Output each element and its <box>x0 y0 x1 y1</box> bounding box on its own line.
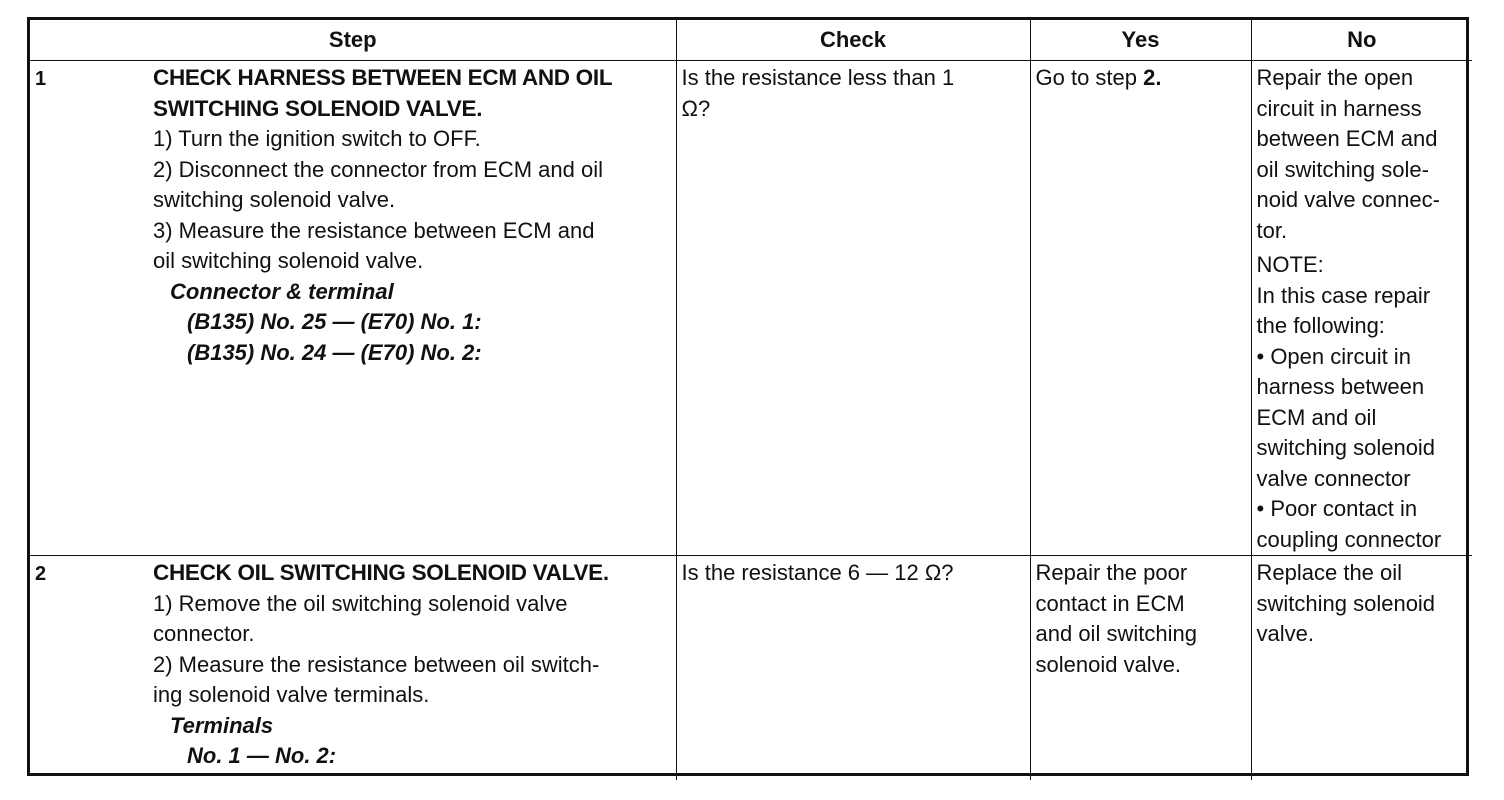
no-line: switching solenoid <box>1256 590 1436 616</box>
no-line: tor. <box>1256 217 1288 243</box>
note-line: coupling connector <box>1256 526 1442 552</box>
yes-prefix: Go to step <box>1035 65 1144 90</box>
yes-line: contact in ECM <box>1035 590 1185 616</box>
yes-line: and oil switching <box>1035 621 1197 646</box>
procedure-line: switching solenoid valve. <box>153 187 396 212</box>
check-line: Is the resistance 6 — 12 Ω? <box>681 560 954 585</box>
note-line: switching solenoid <box>1256 435 1436 460</box>
spec-heading: Connector & terminal <box>170 278 394 304</box>
table-row <box>30 61 1472 556</box>
step-cell <box>30 556 676 781</box>
header-no: No <box>1251 20 1472 61</box>
no-line: Repair the open <box>1256 65 1414 90</box>
no-line: oil switching sole- <box>1256 156 1429 182</box>
spec-line: No. 1 — No. 2: <box>187 743 337 768</box>
note-line: ECM and oil <box>1256 404 1377 430</box>
step-title-line: SWITCHING SOLENOID VALVE. <box>153 95 483 121</box>
diagnostic-procedure-table <box>30 20 1472 780</box>
procedure-line: 1) Remove the oil switching solenoid valve <box>153 590 568 616</box>
header-step: Step <box>30 20 676 61</box>
no-cell <box>1251 61 1472 556</box>
diagnostic-table-frame <box>27 17 1469 776</box>
step-title-line: CHECK HARNESS BETWEEN ECM AND OIL <box>153 65 613 90</box>
table-row <box>30 556 1472 781</box>
note-line: valve connector <box>1256 465 1411 491</box>
header-row <box>30 20 1472 61</box>
spec-line: (B135) No. 24 — (E70) No. 2: <box>187 339 482 365</box>
check-cell <box>676 61 1030 556</box>
step-number: 1 <box>35 68 47 90</box>
procedure-line: 2) Measure the resistance between oil switch- <box>153 651 600 677</box>
no-line: noid valve connec- <box>1256 187 1440 212</box>
check-line: Is the resistance less than 1 <box>681 65 955 90</box>
yes-line <box>1036 63 1246 94</box>
procedure-line: 1) Turn the ignition switch to OFF. <box>153 126 481 151</box>
step-cell <box>30 61 676 556</box>
yes-line: solenoid valve. <box>1035 651 1182 677</box>
procedure-line: ing solenoid valve terminals. <box>153 682 430 707</box>
step-number: 2 <box>35 563 47 585</box>
check-line: Ω? <box>681 95 711 121</box>
note-line: the following: <box>1256 313 1385 338</box>
yes-cell <box>1030 61 1251 556</box>
yes-cell <box>1030 556 1251 781</box>
step-title-line: CHECK OIL SWITCHING SOLENOID VALVE. <box>153 560 609 585</box>
yes-step-ref: 2. <box>1143 65 1162 90</box>
no-line: between ECM and <box>1256 126 1438 151</box>
procedure-line: 3) Measure the resistance between ECM and <box>153 217 595 243</box>
note-title: NOTE: <box>1256 252 1324 277</box>
no-line: valve. <box>1256 621 1314 646</box>
check-cell <box>676 556 1030 781</box>
step-body <box>153 556 676 772</box>
header-check: Check <box>676 20 1030 61</box>
procedure-line: connector. <box>153 621 255 646</box>
step-body <box>153 61 676 368</box>
no-cell <box>1251 556 1472 781</box>
yes-line: Repair the poor <box>1035 560 1188 585</box>
spec-line: (B135) No. 25 — (E70) No. 1: <box>187 309 482 334</box>
procedure-line: oil switching solenoid valve. <box>153 248 424 273</box>
no-line: circuit in harness <box>1256 95 1422 121</box>
note-line: • Open circuit in <box>1256 343 1411 369</box>
procedure-line: 2) Disconnect the connector from ECM and oil <box>153 156 603 182</box>
note-line: harness between <box>1256 374 1425 399</box>
note-line: • Poor contact in <box>1256 496 1418 521</box>
header-yes: Yes <box>1030 20 1251 61</box>
note-line: In this case repair <box>1256 282 1431 308</box>
no-line: Replace the oil <box>1256 560 1403 585</box>
spec-heading: Terminals <box>170 712 274 738</box>
